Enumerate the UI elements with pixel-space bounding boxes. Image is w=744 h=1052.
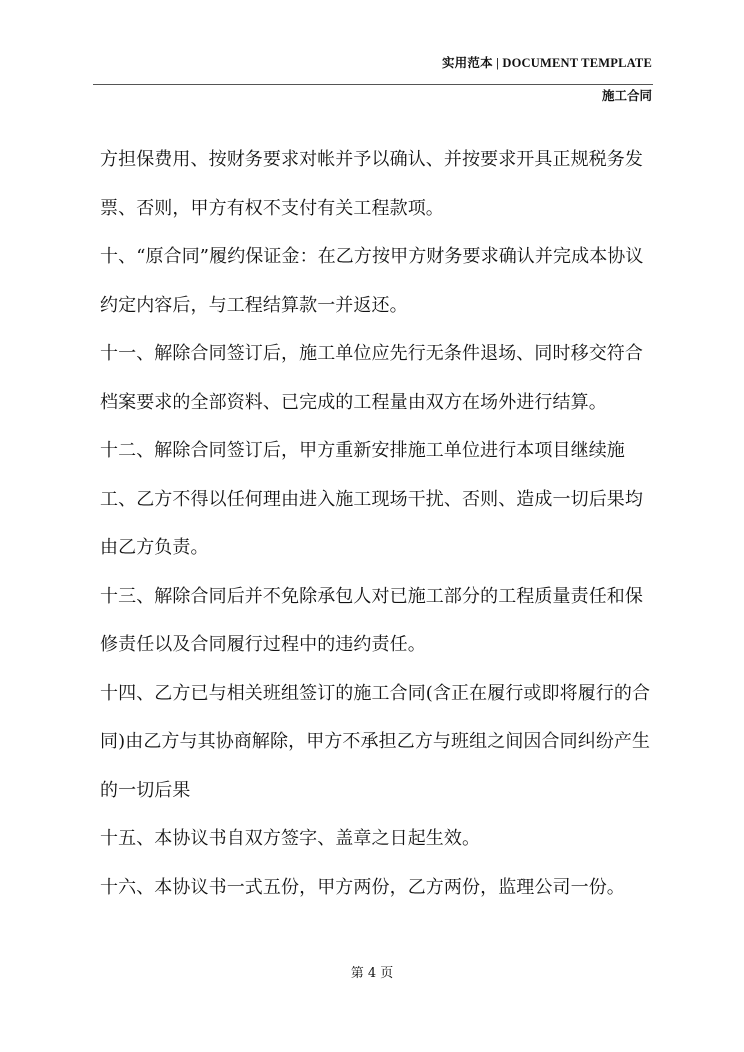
paragraph-guarantee-fees: 方担保费用、按财务要求对帐并予以确认、并按要求开具正规税务发票、否则，甲方有权不支付有关工程款项。 [100, 149, 643, 219]
paragraph-clause-10: 十、“原合同”履约保证金：在乙方按甲方财务要求确认并完成本协议约定内容后，与工程结算款一并返还。 [100, 246, 644, 316]
header-brand: 实用范本 | DOCUMENT TEMPLATE [441, 56, 652, 70]
header-doc-title: 施工合同 [601, 88, 652, 103]
paragraph-clause-13: 十三、解除合同后并不免除承包人对已施工部分的工程质量责任和保修责任以及合同履行过程中的违约责任。 [100, 585, 643, 655]
paragraph-clause-16: 十六、本协议书一式五份，甲方两份，乙方两份，监理公司一份。 [100, 876, 625, 898]
page-number: 第 4 页 [350, 966, 394, 981]
document-body [100, 136, 656, 912]
paragraph-clause-12: 十二、解除合同签订后，甲方重新安排施工单位进行本项目继续施工、乙方不得以任何理由进入施工现场干扰、否则、造成一切后果均由乙方负责。 [100, 440, 643, 558]
paragraph-clause-15: 十五、本协议书自双方签字、盖章之日起生效。 [100, 828, 481, 849]
header-divider [93, 84, 653, 85]
paragraph-clause-11: 十一、解除合同签订后，施工单位应先行无条件退场、同时移交符合档案要求的全部资料、已完成的工程量由双方在场外进行结算。 [100, 343, 643, 413]
paragraph-clause-14: 十四、乙方已与相关班组签订的施工合同(含正在履行或即将履行的合同)由乙方与其协商解除，甲方不承担乙方与班组之间因合同纠纷产生的一切后果 [100, 682, 651, 801]
